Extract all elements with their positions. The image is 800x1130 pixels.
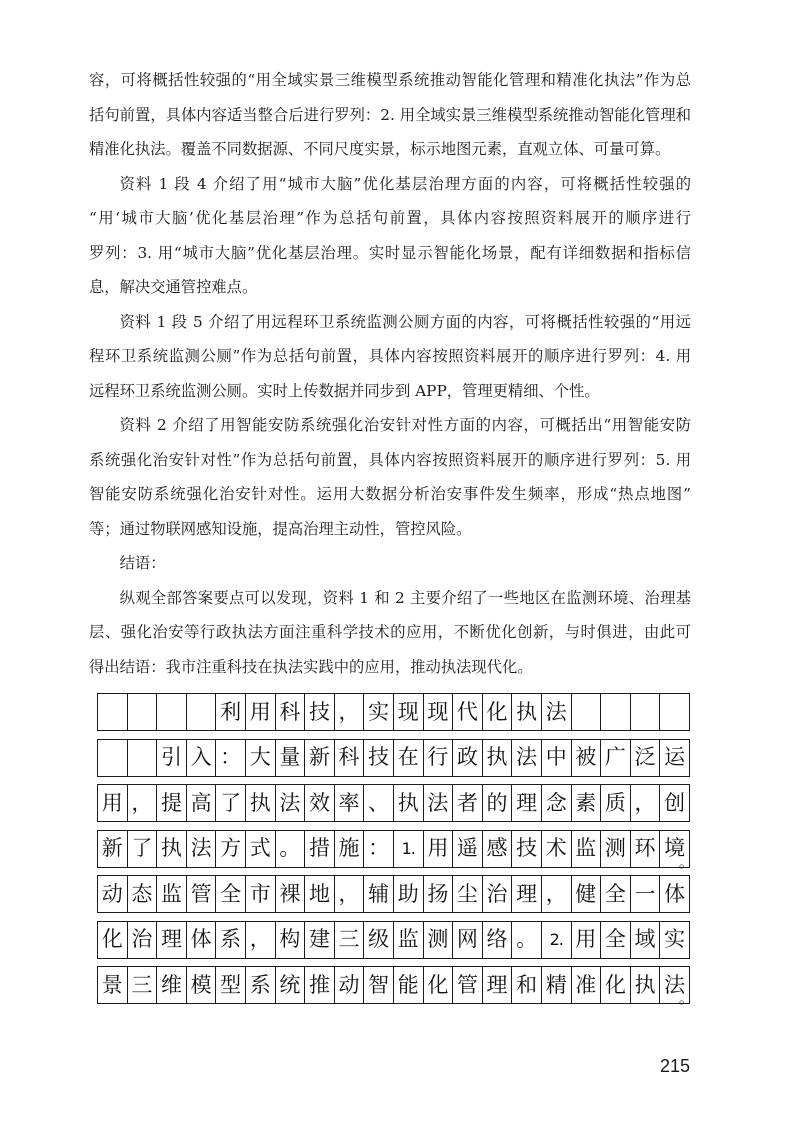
trailing-punctuation: 。 — [678, 852, 694, 871]
grid-cell-empty — [98, 740, 128, 776]
grid-cell: 统 — [276, 967, 306, 1003]
grid-cell: 管 — [453, 967, 483, 1003]
grid-cell: 技 — [364, 740, 394, 776]
grid-cell: 感 — [483, 831, 513, 867]
text-line: “用‘城市大脑’优化基层治理”作为总括句前置，具体内容按照资料展开的顺序进行 — [89, 209, 691, 227]
grid-cell: 实 — [364, 694, 394, 730]
grid-cell: 能 — [394, 967, 424, 1003]
grid-cell: 法 。 — [660, 967, 690, 1003]
grid-cell: 法 — [512, 740, 542, 776]
grid-cell: 法 — [424, 785, 454, 821]
grid-cell: 新 — [305, 740, 335, 776]
grid-cell: 和 — [512, 967, 542, 1003]
grid-cell: 执 — [631, 967, 661, 1003]
grid-cell: 措 — [305, 831, 335, 867]
grid-cell: 健 — [572, 876, 602, 912]
grid-cell: 全 — [601, 922, 631, 958]
grid-cell: 维 — [157, 967, 187, 1003]
grid-cell: 质 — [601, 785, 631, 821]
text-line: 系统强化治安针对性”作为总括句前置，具体内容按照资料展开的顺序进行罗列：5. 用 — [89, 450, 691, 469]
text-line: 等；通过物联网感知设施，提高治理主动性，管控风险。 — [89, 519, 472, 538]
grid-row — [97, 784, 690, 822]
grid-cell: 用 — [246, 694, 276, 730]
grid-cell: 中 — [542, 740, 572, 776]
grid-cell: 遥 — [453, 831, 483, 867]
grid-cell: 网 — [453, 922, 483, 958]
grid-cell: 用 — [98, 785, 128, 821]
grid-cell: 环 — [631, 831, 661, 867]
grid-cell-empty — [128, 694, 158, 730]
grid-cell: 科 — [335, 740, 365, 776]
grid-cell: 。 — [276, 831, 306, 867]
grid-cell: 式 — [246, 831, 276, 867]
grid-cell: 型 — [216, 967, 246, 1003]
grid-cell: ， — [335, 694, 365, 730]
grid-cell: 提 — [157, 785, 187, 821]
grid-cell: ， — [542, 876, 572, 912]
grid-cell: ： — [364, 831, 394, 867]
grid-cell: 2. — [542, 922, 572, 958]
grid-cell: 化 — [601, 967, 631, 1003]
grid-cell: 智 — [364, 967, 394, 1003]
grid-cell: 监 — [572, 831, 602, 867]
grid-cell: 了 — [216, 785, 246, 821]
grid-cell: 三 — [128, 967, 158, 1003]
grid-cell: 运 — [660, 740, 690, 776]
grid-cell: 体 — [187, 922, 217, 958]
grid-cell: 泛 — [631, 740, 661, 776]
grid-cell-empty — [572, 694, 602, 730]
grid-cell: 了 — [128, 831, 158, 867]
text-line: 资料 1 段 4 介绍了用“城市大脑”优化基层治理方面的内容，可将概括性较强的 — [119, 174, 691, 193]
grid-cell: 新 — [98, 831, 128, 867]
grid-cell: 实 — [660, 922, 690, 958]
section-heading: 结语： — [119, 554, 166, 572]
grid-cell: 法 — [542, 694, 572, 730]
grid-cell: 系 — [246, 967, 276, 1003]
page-number: 215 — [659, 1056, 690, 1076]
grid-cell: 市 — [246, 876, 276, 912]
text-line: 层、强化治安等行政执法方面注重科学技术的应用，不断优化创新，与时俱进，由此可 — [89, 623, 691, 641]
grid-cell: 测 — [424, 922, 454, 958]
grid-cell: ， — [335, 876, 365, 912]
grid-cell: ： — [216, 740, 246, 776]
answer-analysis-text — [89, 63, 691, 684]
paragraph-remote-sanitation — [89, 305, 691, 409]
grid-cell: 全 — [216, 876, 246, 912]
grid-cell: 现 — [424, 694, 454, 730]
grid-cell: 境 。 — [660, 831, 690, 867]
text-line: 远程环卫系统监测公厕。实时上传数据并同步到 APP，管理更精细、个性。 — [89, 381, 600, 400]
grid-cell: 术 — [542, 831, 572, 867]
grid-cell: 现 — [394, 694, 424, 730]
grid-cell: 推 — [305, 967, 335, 1003]
grid-cell-empty — [98, 694, 128, 730]
grid-cell: 理 — [512, 785, 542, 821]
grid-cell: 动 — [335, 967, 365, 1003]
grid-cell: 治 — [128, 922, 158, 958]
grid-cell: 级 — [364, 922, 394, 958]
grid-cell: 方 — [216, 831, 246, 867]
grid-cell: 理 — [483, 967, 513, 1003]
text-line: 得出结语：我市注重科技在执法实践中的应用，推动执法现代化。 — [89, 657, 533, 676]
trailing-punctuation: 。 — [678, 989, 694, 1007]
grid-cell: 执 — [512, 694, 542, 730]
grid-cell: 助 — [394, 876, 424, 912]
grid-cell: 法 — [187, 831, 217, 867]
text-line: 程环卫系统监测公厕”作为总括句前置，具体内容按照资料展开的顺序进行罗列：4. 用 — [89, 347, 691, 365]
grid-cell: 监 — [157, 876, 187, 912]
grid-cell: 一 — [631, 876, 661, 912]
grid-cell: 代 — [453, 694, 483, 730]
essay-answer-grid — [97, 693, 694, 1012]
grid-cell: 治 — [483, 876, 513, 912]
grid-cell: 用 — [424, 831, 454, 867]
grid-cell: 执 — [246, 785, 276, 821]
grid-cell: 1. — [394, 831, 424, 867]
grid-cell: 裸 — [276, 876, 306, 912]
grid-cell-empty — [128, 740, 158, 776]
text-line: 括句前置，具体内容适当整合后进行罗列：2. 用全域实景三维模型系统推动智能化管理和 — [89, 105, 691, 124]
grid-cell-empty — [157, 694, 187, 730]
grid-cell: 域 — [631, 922, 661, 958]
grid-cell: 素 — [572, 785, 602, 821]
grid-cell: 尘 — [453, 876, 483, 912]
grid-cell: 执 — [157, 831, 187, 867]
grid-cell: 态 — [128, 876, 158, 912]
grid-cell: 模 — [187, 967, 217, 1003]
grid-cell: 辅 — [364, 876, 394, 912]
text-line: 精准化执法。覆盖不同数据源、不同尺度实景，标示地图元素，直观立体、可量可算。 — [89, 140, 671, 158]
grid-cell: ， — [128, 785, 158, 821]
grid-cell: 景 — [98, 967, 128, 1003]
grid-cell: 化 — [424, 967, 454, 1003]
grid-cell: 系 — [216, 922, 246, 958]
grid-cell: 在 — [394, 740, 424, 776]
paragraph-continuation — [89, 63, 691, 167]
grid-cell: 的 — [483, 785, 513, 821]
grid-cell: ， — [246, 922, 276, 958]
grid-cell: 理 — [512, 876, 542, 912]
paragraph-smart-security — [89, 408, 691, 546]
grid-cell: 政 — [453, 740, 483, 776]
grid-cell: 化 — [98, 922, 128, 958]
grid-cell: 管 — [187, 876, 217, 912]
grid-cell-empty — [631, 694, 661, 730]
grid-cell-empty — [660, 694, 690, 730]
grid-row — [97, 921, 690, 959]
grid-cell: 量 — [276, 740, 306, 776]
grid-cell: 络 — [483, 922, 513, 958]
grid-cell: 用 — [572, 922, 602, 958]
grid-cell: 行 — [424, 740, 454, 776]
grid-cell: 技 — [512, 831, 542, 867]
text-line: 息，解决交通管控难点。 — [89, 278, 258, 296]
text-line: 资料 2 介绍了用智能安防系统强化治安针对性方面的内容，可概括出“用智能安防 — [119, 416, 691, 434]
grid-row — [97, 875, 690, 913]
text-line: 资料 1 段 5 介绍了用远程环卫系统监测公厕方面的内容，可将概括性较强的“用远 — [119, 312, 691, 331]
grid-cell: 化 — [483, 694, 513, 730]
grid-cell: 测 — [601, 831, 631, 867]
grid-cell: 大 — [246, 740, 276, 776]
grid-cell: 效 — [305, 785, 335, 821]
grid-cell: 地 — [305, 876, 335, 912]
grid-cell: 监 — [394, 922, 424, 958]
grid-cell: 精 — [542, 967, 572, 1003]
grid-cell: 扬 — [424, 876, 454, 912]
paragraph-conclusion — [89, 581, 691, 685]
grid-cell: 三 — [335, 922, 365, 958]
grid-cell: 建 — [305, 922, 335, 958]
grid-cell: 施 — [335, 831, 365, 867]
grid-cell: 念 — [542, 785, 572, 821]
grid-cell: 被 — [572, 740, 602, 776]
grid-cell: 执 — [483, 740, 513, 776]
grid-cell: 法 — [276, 785, 306, 821]
grid-row — [97, 830, 694, 871]
grid-cell-empty — [187, 694, 217, 730]
grid-cell: 理 — [157, 922, 187, 958]
text-line: 纵观全部答案要点可以发现，资料 1 和 2 主要介绍了一些地区在监测环境、治理基 — [119, 588, 691, 607]
grid-cell: 体 — [660, 876, 690, 912]
grid-cell: 。 — [512, 922, 542, 958]
grid-cell: 率 — [335, 785, 365, 821]
grid-cell: 高 — [187, 785, 217, 821]
grid-cell: ， — [631, 785, 661, 821]
grid-cell: 科 — [276, 694, 306, 730]
grid-row — [97, 693, 690, 731]
text-line: 罗列：3. 用“城市大脑”优化基层治理。实时显示智能化场景，配有详细数据和指标信 — [89, 243, 691, 262]
grid-cell-empty — [601, 694, 631, 730]
grid-row — [97, 739, 690, 777]
grid-cell: 构 — [276, 922, 306, 958]
grid-cell: 技 — [305, 694, 335, 730]
text-line: 容，可将概括性较强的“用全域实景三维模型系统推动智能化管理和精准化执法”作为总 — [89, 71, 691, 89]
grid-cell: 准 — [572, 967, 602, 1003]
grid-cell: 执 — [394, 785, 424, 821]
grid-cell: 者 — [453, 785, 483, 821]
grid-cell: 创 — [660, 785, 690, 821]
grid-cell: 入 — [187, 740, 217, 776]
grid-cell: 引 — [157, 740, 187, 776]
paragraph-conclusion-heading — [89, 546, 691, 581]
grid-cell: 利 — [216, 694, 246, 730]
grid-cell: 动 — [98, 876, 128, 912]
grid-cell: 广 — [601, 740, 631, 776]
grid-cell: 全 — [601, 876, 631, 912]
grid-row — [97, 966, 694, 1007]
paragraph-city-brain — [89, 167, 691, 305]
text-line: 智能安防系统强化治安针对性。运用大数据分析治安事件发生频率，形成“热点地图” — [89, 485, 691, 503]
grid-cell: 、 — [364, 785, 394, 821]
